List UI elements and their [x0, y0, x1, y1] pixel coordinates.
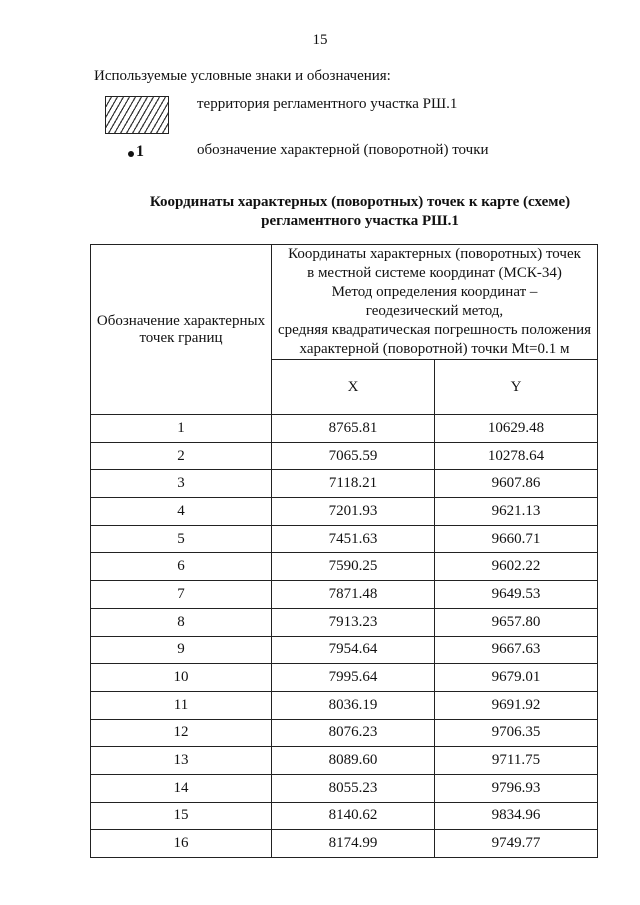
cell-y: 10278.64 [435, 442, 598, 470]
table-row [91, 608, 598, 636]
cell-x: 7201.93 [272, 498, 435, 526]
cell-y: 9796.93 [435, 774, 598, 802]
cell-point: 11 [91, 691, 272, 719]
table-row [91, 719, 598, 747]
cell-x: 8765.81 [272, 415, 435, 443]
header-coords-line: характерной (поворотной) точки Mt=0.1 м [299, 341, 570, 357]
cell-y: 9706.35 [435, 719, 598, 747]
cell-x: 7451.63 [272, 525, 435, 553]
cell-point: 1 [91, 415, 272, 443]
table-title [120, 193, 600, 231]
cell-y: 9657.80 [435, 608, 598, 636]
header-coordinates [272, 245, 598, 360]
cell-y: 9667.63 [435, 636, 598, 664]
cell-x: 7065.59 [272, 442, 435, 470]
table-row [91, 553, 598, 581]
cell-x: 7954.64 [272, 636, 435, 664]
table-row [91, 498, 598, 526]
dot-symbol [128, 151, 134, 157]
header-coords-line: в местной системе координат (МСК-34) [307, 265, 562, 281]
cell-point: 3 [91, 470, 272, 498]
cell-x: 7995.64 [272, 664, 435, 692]
cell-x: 7118.21 [272, 470, 435, 498]
table-row [91, 525, 598, 553]
table-title-line-2: регламентного участка РШ.1 [261, 213, 459, 229]
cell-point: 16 [91, 830, 272, 858]
table-row [91, 470, 598, 498]
cell-point: 7 [91, 581, 272, 609]
cell-y: 10629.48 [435, 415, 598, 443]
cell-x: 8036.19 [272, 691, 435, 719]
header-coords-line: геодезический метод, [365, 303, 504, 319]
hatched-area-icon [105, 96, 169, 134]
header-x: X [272, 360, 435, 415]
point-dot-icon [128, 143, 144, 161]
table-row [91, 747, 598, 775]
cell-y: 9679.01 [435, 664, 598, 692]
table-title-line-1: Координаты характерных (поворотных) точек к карте (схеме) [149, 194, 571, 210]
cell-point: 10 [91, 664, 272, 692]
table-row [91, 581, 598, 609]
cell-point: 2 [91, 442, 272, 470]
cell-point: 12 [91, 719, 272, 747]
cell-y: 9711.75 [435, 747, 598, 775]
page-number: 15 [312, 32, 328, 48]
table-row [91, 830, 598, 858]
cell-point: 6 [91, 553, 272, 581]
table-row [91, 774, 598, 802]
cell-y: 9691.92 [435, 691, 598, 719]
cell-x: 8076.23 [272, 719, 435, 747]
cell-point: 8 [91, 608, 272, 636]
cell-x: 7590.25 [272, 553, 435, 581]
table-row [91, 442, 598, 470]
cell-x: 8140.62 [272, 802, 435, 830]
cell-point: 14 [91, 774, 272, 802]
cell-y: 9607.86 [435, 470, 598, 498]
cell-y: 9834.96 [435, 802, 598, 830]
header-coords-line: средняя квадратическая погрешность положения [277, 322, 592, 338]
header-coords-line: Метод определения координат – [331, 284, 538, 300]
cell-point: 4 [91, 498, 272, 526]
cell-x: 7871.48 [272, 581, 435, 609]
cell-x: 8089.60 [272, 747, 435, 775]
legend-point-text: обозначение характерной (поворотной) точки [197, 142, 489, 158]
legend-title: Используемые условные знаки и обозначения: [94, 68, 391, 84]
cell-y: 9660.71 [435, 525, 598, 553]
legend-area-text: территория регламентного участка РШ.1 [197, 96, 458, 112]
table-row [91, 691, 598, 719]
cell-x: 8174.99 [272, 830, 435, 858]
cell-point: 5 [91, 525, 272, 553]
header-coords-line: Координаты характерных (поворотных) точек [288, 246, 581, 262]
table-row [91, 802, 598, 830]
cell-y: 9602.22 [435, 553, 598, 581]
cell-x: 8055.23 [272, 774, 435, 802]
cell-x: 7913.23 [272, 608, 435, 636]
table-row [91, 636, 598, 664]
coordinates-table [90, 244, 598, 858]
point-marker-label: 1 [136, 143, 144, 160]
header-point-designation: Обозначение характерных точек границ [91, 245, 272, 415]
header-y: Y [435, 360, 598, 415]
cell-y: 9649.53 [435, 581, 598, 609]
cell-point: 15 [91, 802, 272, 830]
table-row [91, 664, 598, 692]
cell-point: 9 [91, 636, 272, 664]
cell-y: 9749.77 [435, 830, 598, 858]
cell-point: 13 [91, 747, 272, 775]
cell-y: 9621.13 [435, 498, 598, 526]
table-row [91, 415, 598, 443]
